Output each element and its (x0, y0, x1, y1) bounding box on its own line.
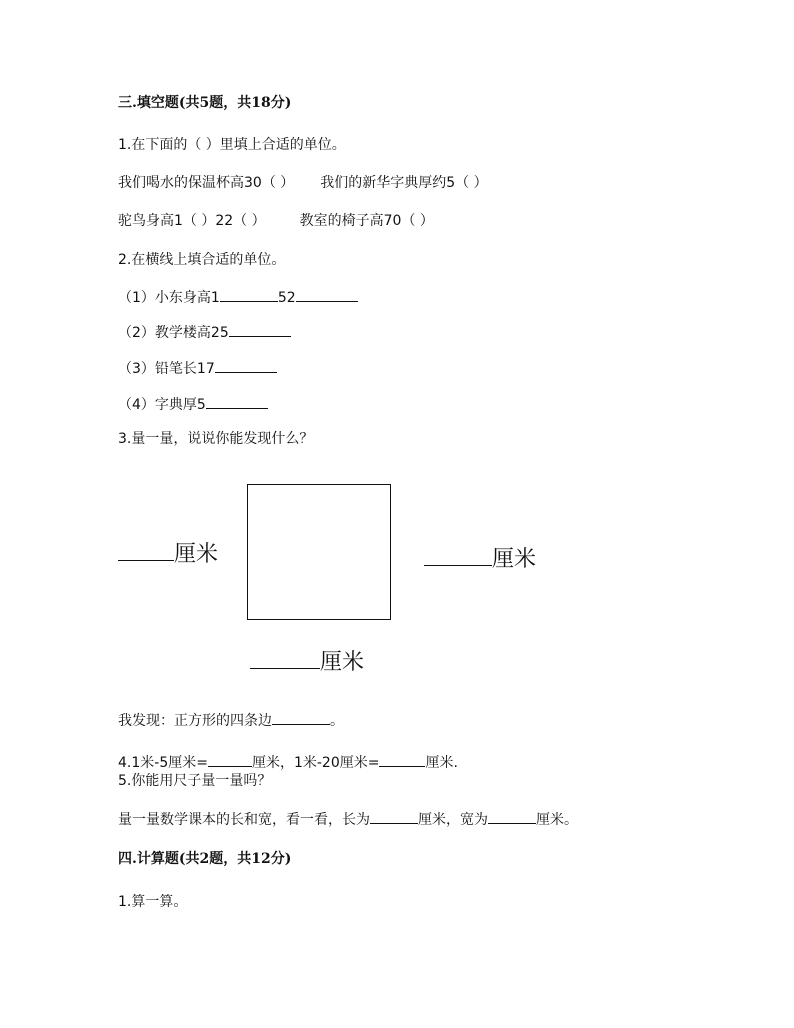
q2-title: 2.在横线上填合适的单位。 (118, 252, 286, 268)
q2-item3-label: （3）铅笔长17 (118, 361, 215, 377)
q1-title: 1.在下面的（ ）里填上合适的单位。 (118, 137, 346, 153)
answer-blank[interactable] (379, 752, 425, 767)
q1-item-c: 驼鸟身高1（ ）22（ ） (118, 213, 266, 229)
answer-blank[interactable] (206, 394, 268, 409)
q2-item2-label: （2）教学楼高25 (118, 325, 229, 341)
answer-blank[interactable] (250, 648, 320, 669)
answer-blank[interactable] (215, 358, 277, 373)
answer-blank[interactable] (488, 809, 536, 824)
q2-item1-label-b: 52 (277, 290, 296, 306)
answer-blank[interactable] (229, 322, 291, 337)
measure-bottom (250, 648, 364, 675)
section4-q1-title: 1.算一算。 (118, 894, 188, 910)
unit-bottom: 厘米 (320, 650, 365, 675)
q3-finding-prefix: 我发现：正方形的四条边 (118, 713, 272, 729)
q2-item2 (118, 322, 291, 342)
measure-right (424, 545, 536, 572)
square-figure (247, 484, 391, 620)
q1-item-a: 我们喝水的保温杯高30（ ） (118, 175, 295, 191)
section4-heading: 四.计算题(共2题，共12分) (118, 851, 292, 867)
q2-item1 (118, 287, 358, 307)
q5-suffix: 厘米。 (536, 812, 578, 828)
answer-blank[interactable] (118, 540, 174, 561)
q2-item4 (118, 394, 268, 414)
answer-blank[interactable] (208, 752, 252, 767)
q5-title: 5.你能用尺子量一量吗？ (118, 773, 272, 789)
q1-row2 (118, 212, 434, 230)
q4-suffix: 厘米. (425, 755, 458, 771)
unit-left: 厘米 (174, 542, 219, 567)
q1-item-b: 我们的新华字典厚约5（ ） (320, 175, 488, 191)
q2-item3 (118, 358, 277, 378)
unit-right: 厘米 (492, 547, 537, 572)
q1-item-d: 教室的椅子高70（ ） (299, 213, 434, 229)
q4-line (118, 752, 458, 772)
answer-blank[interactable] (220, 287, 278, 302)
q3-finding (118, 710, 344, 730)
q2-item1-label: （1）小东身高1 (118, 290, 220, 306)
section3-heading: 三.填空题(共5题，共18分) (118, 95, 292, 111)
q5-line (118, 809, 578, 829)
q3-finding-suffix: 。 (330, 713, 344, 729)
q3-title: 3.量一量，说说你能发现什么？ (118, 431, 314, 447)
q2-item4-label: （4）字典厚5 (118, 397, 206, 413)
answer-blank[interactable] (370, 809, 418, 824)
q5-mid: 厘米，宽为 (418, 812, 488, 828)
answer-blank[interactable] (296, 287, 358, 302)
q5-prefix: 量一量数学课本的长和宽，看一看，长为 (118, 812, 370, 828)
answer-blank[interactable] (424, 545, 492, 566)
q4-prefix: 4.1米-5厘米= (118, 755, 208, 771)
measure-left (118, 540, 218, 567)
answer-blank[interactable] (272, 710, 330, 725)
q1-row1 (118, 174, 488, 192)
q4-mid: 厘米，1米-20厘米= (251, 755, 380, 771)
